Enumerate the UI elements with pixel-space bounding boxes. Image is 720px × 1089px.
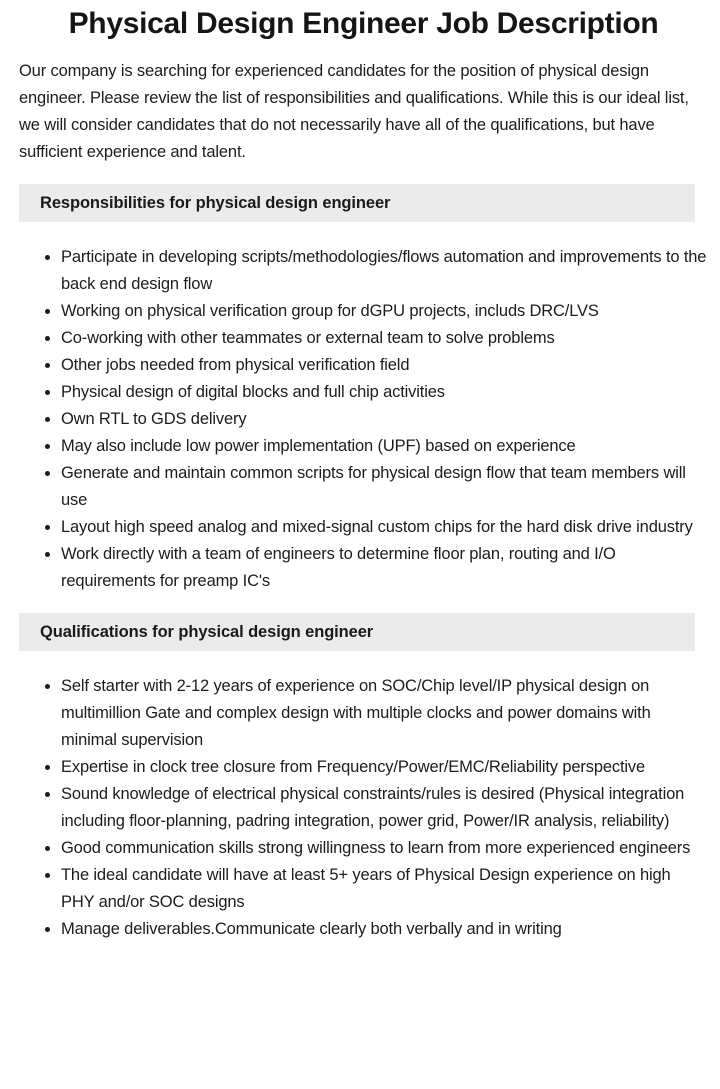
list-item: Layout high speed analog and mixed-signal custom chips for the hard disk drive industry (19, 514, 708, 541)
qualifications-heading: Qualifications for physical design engineer (40, 622, 374, 641)
responsibilities-list (19, 244, 708, 595)
page-title: Physical Design Engineer Job Description (68, 7, 659, 40)
list-item: Co-working with other teammates or external team to solve problems (19, 325, 708, 352)
section-qualifications (19, 613, 708, 943)
list-item: Work directly with a team of engineers to determine floor plan, routing and I/O requirements for preamp IC's (19, 541, 708, 595)
list-item: Own RTL to GDS delivery (19, 406, 708, 433)
list-item: Working on physical verification group for dGPU projects, includs DRC/LVS (19, 298, 708, 325)
list-item: Sound knowledge of electrical physical constraints/rules is desired (Physical integration including floor-planning, padring integration, power grid, Power/IR analysis, reliability) (19, 781, 708, 835)
list-item: Other jobs needed from physical verification field (19, 352, 708, 379)
responsibilities-heading-bar (19, 184, 695, 222)
list-item: Self starter with 2-12 years of experience on SOC/Chip level/IP physical design on multimillion Gate and complex design with multiple clocks and power domains with minimal supervision (19, 673, 708, 754)
qualifications-heading-bar (19, 613, 695, 651)
list-item: The ideal candidate will have at least 5+ years of Physical Design experience on high PHY and/or SOC designs (19, 862, 708, 916)
list-item: Physical design of digital blocks and full chip activities (19, 379, 708, 406)
list-item: Generate and maintain common scripts for physical design flow that team members will use (19, 460, 708, 514)
qualifications-list (19, 673, 708, 943)
intro-paragraph: Our company is searching for experienced candidates for the position of physical design engineer. Please review the list of responsibilities and qualifications. While this is our ideal list, we will consider candidates that do not necessarily have all of the qualifications, but have sufficient experience and talent. (19, 62, 689, 161)
responsibilities-heading: Responsibilities for physical design engineer (40, 193, 391, 212)
list-item: Good communication skills strong willingness to learn from more experienced engineers (19, 835, 708, 862)
list-item: Participate in developing scripts/methodologies/flows automation and improvements to the back end design flow (19, 244, 708, 298)
section-responsibilities (19, 184, 708, 595)
list-item: Expertise in clock tree closure from Frequency/Power/EMC/Reliability perspective (19, 754, 708, 781)
job-description-page (0, 6, 720, 973)
list-item: May also include low power implementation (UPF) based on experience (19, 433, 708, 460)
list-item: Manage deliverables.Communicate clearly both verbally and in writing (19, 916, 708, 943)
